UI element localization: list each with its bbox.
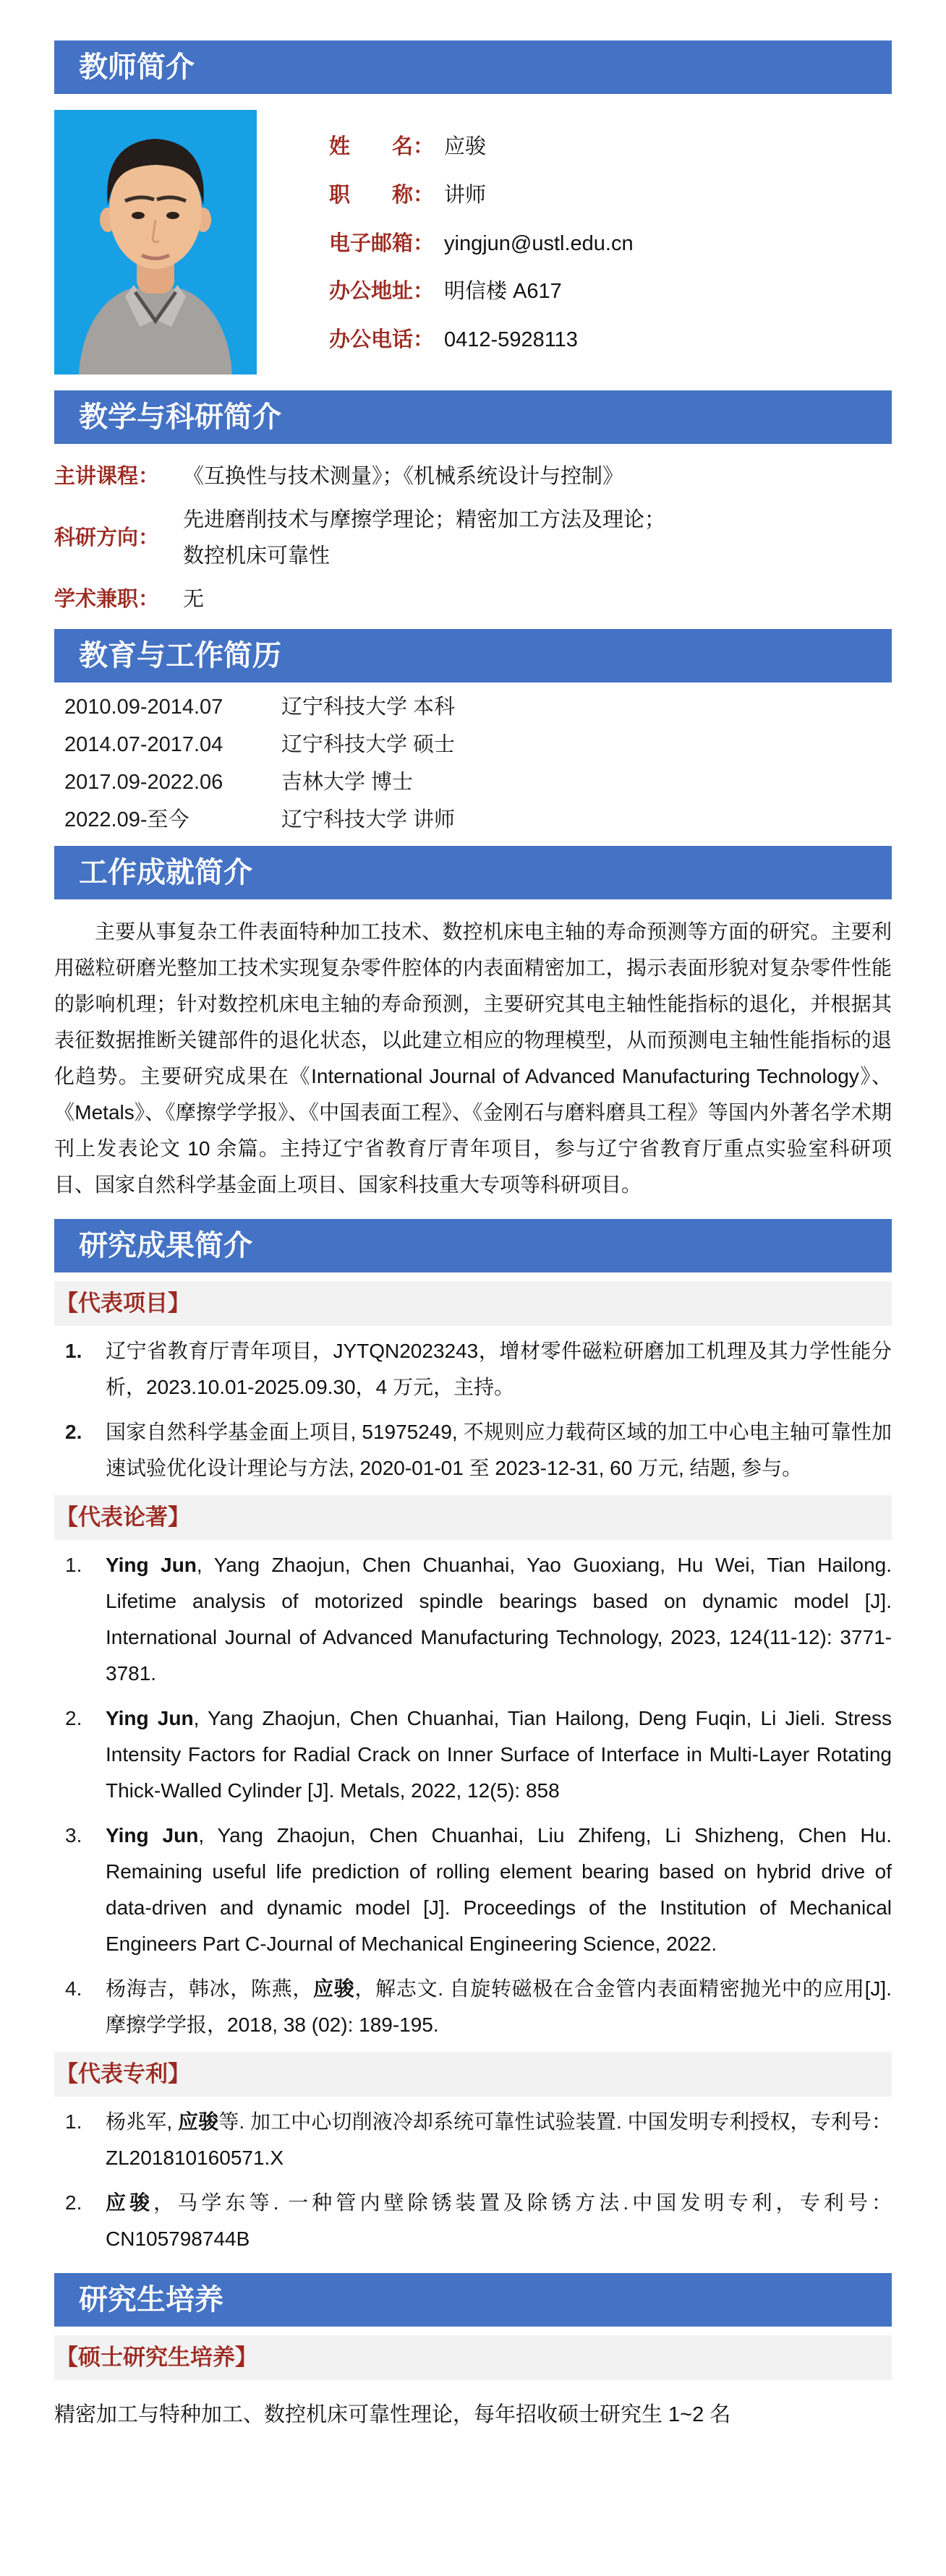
profile-block — [54, 110, 892, 375]
band-label: 【硕士研究生培养】 — [56, 2345, 257, 2370]
list-item — [54, 1414, 892, 1486]
section-bar-teacher-intro — [54, 40, 892, 94]
teaching-row-academic-posts — [54, 581, 892, 617]
plain-text: ，马学东等. 一种管内壁除锈装置及除锈方法.中国发明专利，专利号：CN105798744B — [106, 2191, 892, 2250]
education-period: 2017.09-2022.06 — [64, 771, 223, 794]
section-title: 教育与工作简历 — [79, 640, 281, 672]
research-direction-label: 科研方向： — [54, 526, 160, 549]
section-bar-achievements — [54, 846, 892, 899]
band-representative-papers — [54, 1495, 892, 1540]
section-bar-education — [54, 629, 892, 682]
plain-text: , Yang Zhaojun, Chen Chuanhai, Yao Guoxiang, Hu Wei, Tian Hailong. Lifetime analysis of motorized spindle bearings based on dynamic model [J]. International Journal of Advanced Manufacturing Technology, 2023, 124(11-12): 3771-3781. — [106, 1554, 892, 1685]
education-detail: 辽宁科技大学 本科 — [281, 696, 456, 719]
item-number: 1. — [65, 1340, 82, 1362]
teaching-row-courses — [54, 458, 892, 495]
field-phone-label: 办公电话： — [329, 328, 435, 351]
highlighted-author: 应骏 — [178, 2110, 219, 2133]
field-email-value: yingjun@ustl.edu.cn — [444, 231, 634, 255]
courses-label: 主讲课程： — [54, 465, 160, 488]
academic-posts-value: 无 — [183, 588, 205, 611]
education-block — [54, 682, 892, 846]
highlighted-author: Ying Jun — [106, 1554, 197, 1576]
plain-text: 杨海吉，韩冰，陈燕， — [106, 1977, 314, 2000]
list-item — [54, 1547, 892, 1692]
highlighted-author: Ying Jun — [106, 1707, 194, 1729]
item-number: 1. — [65, 1554, 82, 1576]
profile-fields — [329, 110, 892, 375]
item-text — [106, 2185, 892, 2257]
education-row — [54, 726, 892, 763]
field-office-value: 明信楼 A617 — [444, 280, 562, 304]
section-title: 研究生培养 — [79, 2284, 223, 2316]
band-representative-projects — [54, 1281, 892, 1326]
education-row — [54, 688, 892, 726]
item-number: 2. — [65, 2191, 82, 2214]
education-detail: 辽宁科技大学 硕士 — [281, 733, 456, 756]
section-bar-graduate-training — [54, 2273, 892, 2327]
band-representative-patents — [54, 2052, 892, 2097]
highlighted-author: Ying Jun — [106, 1824, 199, 1847]
education-period: 2014.07-2017.04 — [64, 733, 223, 756]
patents-list — [54, 2104, 892, 2257]
achievements-paragraph: 主要从事复杂工件表面特种加工技术、数控机床电主轴的寿命预测等方面的研究。主要利用磁粒研磨光整加工技术实现复杂零件腔体的内表面精密加工，揭示表面形貌对复杂零件性能的影响机理；针对数控机床电主轴的寿命预测，主要研究其电主轴性能指标的退化，并根据其表征数据推断关键部件的退化状态，以此建立相应的物理模型，从而预测电主轴性能指标的退化趋势。主要研究成果在《International Journal of Advanced Manufacturing Technology》、《Metals》、《摩擦学学报》、《中国表面工程》、《金刚石与磨料磨具工程》等国内外著名学术期刊上发表论文 10 余篇。主持辽宁省教育厅青年项目，参与辽宁省教育厅重点实验室科研项目、国家自然科学基金面上项目、国家科技重大专项等科研项目。 — [54, 920, 892, 1196]
section-title: 教学与科研简介 — [79, 401, 281, 433]
item-text — [106, 1818, 892, 1962]
education-row — [54, 801, 892, 839]
field-name-value: 应骏 — [444, 135, 487, 158]
band-label: 【代表专利】 — [56, 2061, 190, 2087]
plain-text: 国家自然科学基金面上项目, 51975249, 不规则应力载荷区域的加工中心电主轴可靠性加速试验优化设计理论与方法, 2020-01-01 至 2023-12-31, 60 万元, 结题, 参与。 — [106, 1421, 892, 1479]
list-item — [54, 1971, 892, 2043]
section-title: 研究成果简介 — [79, 1230, 252, 1262]
education-detail: 辽宁科技大学 讲师 — [281, 808, 456, 831]
field-name — [329, 130, 892, 160]
field-name-label: 姓 名： — [329, 135, 435, 158]
item-number: 4. — [65, 1977, 82, 2000]
item-number: 3. — [65, 1824, 82, 1847]
list-item — [54, 2185, 892, 2257]
band-master-training — [54, 2335, 892, 2380]
section-title: 工作成就简介 — [79, 857, 252, 889]
education-period: 2022.09-至今 — [64, 808, 189, 831]
highlighted-author: 应骏 — [106, 2191, 154, 2214]
item-number: 1. — [65, 2110, 82, 2133]
photo-person-illustration — [54, 110, 257, 375]
list-item — [54, 2104, 892, 2176]
highlighted-author: 应骏 — [313, 1977, 355, 2000]
field-phone — [329, 323, 892, 353]
field-phone-value: 0412-5928113 — [444, 328, 578, 351]
section-bar-teaching — [54, 390, 892, 444]
papers-list — [54, 1547, 892, 2043]
plain-text: 辽宁省教育厅青年项目，JYTQN2023243，增材零件磁粒研磨加工机理及其力学性能分析，2023.10.01-2025.09.30，4 万元，主持。 — [106, 1340, 892, 1398]
graduate-training-text: 精密加工与特种加工、数控机床可靠性理论，每年招收硕士研究生 1~2 名 — [54, 2403, 731, 2426]
list-item — [54, 1818, 892, 1962]
list-item — [54, 1700, 892, 1809]
band-label: 【代表论著】 — [56, 1505, 190, 1530]
teaching-block — [54, 444, 892, 629]
item-text — [106, 1971, 892, 2043]
item-text — [106, 2104, 892, 2176]
plain-text: , Yang Zhaojun, Chen Chuanhai, Liu Zhifeng, Li Shizheng, Chen Hu. Remaining useful life prediction of rolling element bearing based on hybrid drive of data-driven and dynamic model [J]. Proceedings of the Institution of Mechanical Engineers Part C-Journal of Mechanical Engineering Science, 2022. — [106, 1824, 892, 1955]
plain-text: , Yang Zhaojun, Chen Chuanhai, Tian Hailong, Deng Fuqin, Li Jieli. Stress Intensity Factors for Radial Crack on Inner Surface of Interface in Multi-Layer Rotating Thick-Walled Cylinder [J]. Metals, 2022, 12(5): 858 — [106, 1707, 892, 1802]
field-office-label: 办公地址： — [329, 280, 435, 304]
academic-posts-label: 学术兼职： — [54, 588, 160, 611]
field-title-value: 讲师 — [444, 183, 487, 207]
item-text — [106, 1700, 892, 1809]
projects-list — [54, 1333, 892, 1486]
section-title: 教师简介 — [79, 51, 195, 83]
research-direction-line1: 先进磨削技术与摩擦学理论；精密加工方法及理论； — [183, 508, 666, 531]
education-period: 2010.09-2014.07 — [64, 696, 223, 719]
list-item — [54, 1333, 892, 1405]
education-detail: 吉林大学 博士 — [281, 771, 414, 794]
teaching-row-research-direction — [54, 502, 892, 574]
item-text — [106, 1333, 892, 1405]
profile-photo — [54, 110, 257, 375]
field-title-label: 职 称： — [329, 183, 435, 207]
item-text — [106, 1414, 892, 1486]
research-direction-value — [183, 502, 665, 574]
plain-text: ，解志文. 自旋转磁极在合金管内表面精密抛光中的应用[J]. 摩擦学学报，2018, 38 (02): 189-195. — [106, 1977, 892, 2036]
field-email-label: 电子邮箱： — [329, 231, 435, 255]
item-text — [106, 1547, 892, 1692]
education-row — [54, 763, 892, 801]
field-office — [329, 275, 892, 304]
field-title — [329, 179, 892, 208]
section-bar-research-results — [54, 1219, 892, 1272]
band-label: 【代表项目】 — [56, 1291, 190, 1316]
plain-text: 杨兆军, — [106, 2110, 178, 2133]
plain-text: 等. 加工中心切削液冷却系统可靠性试验装置. 中国发明专利授权，专利号：ZL201810160571.X — [106, 2110, 892, 2169]
research-direction-line2: 数控机床可靠性 — [183, 544, 331, 568]
courses-value: 《互换性与技术测量》；《机械系统设计与控制》 — [183, 465, 624, 488]
field-email — [329, 227, 892, 257]
item-number: 2. — [65, 1707, 82, 1729]
item-number: 2. — [65, 1421, 82, 1443]
